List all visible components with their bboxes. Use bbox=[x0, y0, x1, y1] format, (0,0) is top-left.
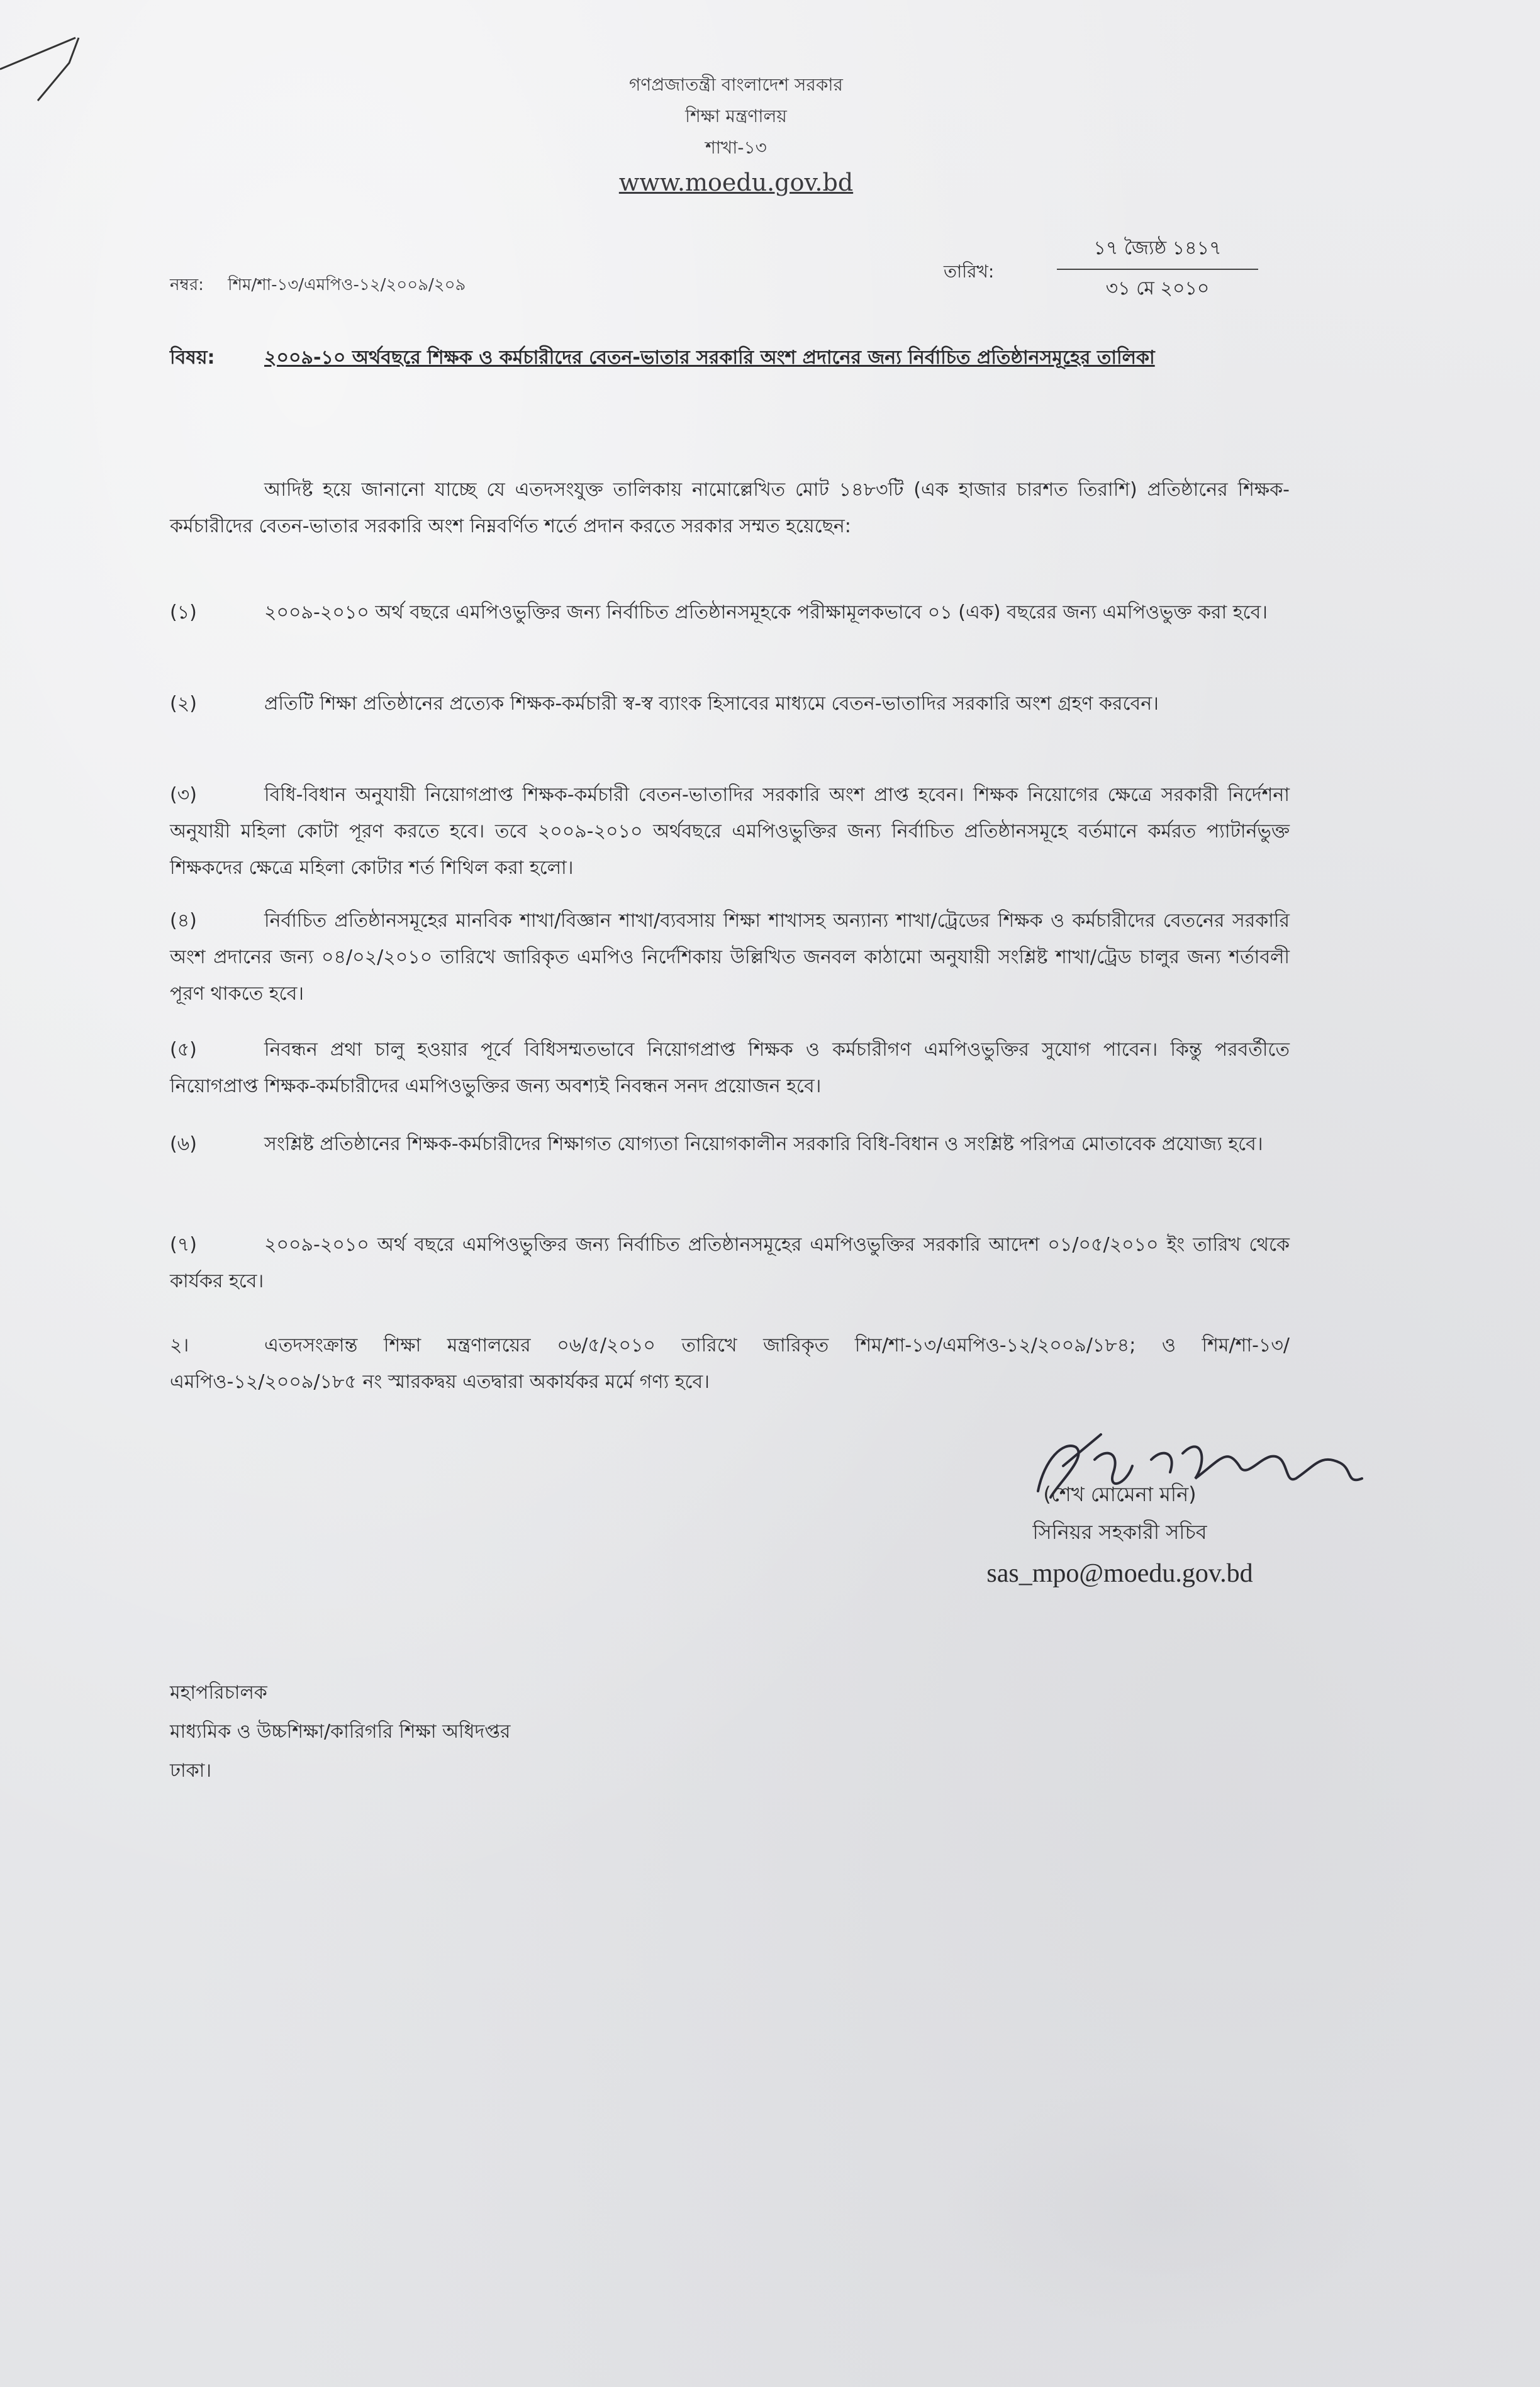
clause-text: এতদসংক্রান্ত শিক্ষা মন্ত্রণালয়ের ০৬/৫/২০১০ তারিখে জারিকৃত শিম/শা-১৩/এমপিও-১২/২০০৯/১৮৪; ও শিম/শা-১৩/এমপিও-১২/২০০৯/১৮৫ নং স্মারকদ্বয় এতদ্বারা অকার্যকর মর্মে গণ্য হবে। bbox=[170, 1334, 1290, 1393]
clause-number: (৬) bbox=[170, 1133, 197, 1155]
letterhead bbox=[541, 69, 931, 201]
clause-number: ২। bbox=[170, 1334, 189, 1356]
clause-number: (৩) bbox=[170, 784, 197, 806]
date-label: তারিখ: bbox=[944, 261, 995, 282]
date-block bbox=[944, 226, 1258, 302]
signatory-email[interactable]: sas_mpo@moedu.gov.bd bbox=[986, 1559, 1253, 1588]
paper-texture bbox=[944, 2076, 1384, 2340]
clause-text: নিবন্ধন প্রথা চালু হওয়ার পূর্বে বিধিসম্মতভাবে নিয়োগপ্রাপ্ত শিক্ষক ও কর্মচারীগণ এমপিওভুক্তির সুযোগ পাবেন। কিন্তু পরবর্তীতে নিয়োগপ্রাপ্ত শিক্ষক-কর্মচারীদের এমপিওভুক্তির জন্য অবশ্যই নিবন্ধন সনদ প্রয়োজন হবে। bbox=[170, 1039, 1290, 1097]
clause-text: ২০০৯-২০১০ অর্থ বছরে এমপিওভুক্তির জন্য নির্বাচিত প্রতিষ্ঠানসমূহকে পরীক্ষামূলকভাবে ০১ (এক) বছরের জন্য এমপিওভুক্ত করা হবে। bbox=[264, 601, 1268, 623]
date-bangla: ১৭ জ্যৈষ্ঠ ১৪১৭ bbox=[1057, 233, 1258, 270]
clause-text: ২০০৯-২০১০ অর্থ বছরে এমপিওভুক্তির জন্য নির্বাচিত প্রতিষ্ঠানসমূহের এমপিওভুক্তির সরকারি আদেশ ০১/০৫/২০১০ ইং তারিখ থেকে কার্যকর হবে। bbox=[170, 1234, 1290, 1292]
clause-6 bbox=[170, 1126, 1290, 1163]
government-name: গণপ্রজাতন্ত্রী বাংলাদেশ সরকার bbox=[629, 74, 843, 95]
website-link[interactable]: www.moedu.gov.bd bbox=[618, 169, 854, 196]
subject-text: ২০০৯-১০ অর্থবছরে শিক্ষক ও কর্মচারীদের বেতন-ভাতার সরকারি অংশ প্রদানের জন্য নির্বাচিত প্রতিষ্ঠানসমূহের তালিকা bbox=[264, 347, 1155, 369]
clause-5 bbox=[170, 1032, 1290, 1105]
subject-label: বিষয়: bbox=[170, 347, 215, 369]
clause-7 bbox=[170, 1227, 1290, 1300]
recipient-title: মহাপরিচালক bbox=[170, 1682, 267, 1704]
date-gregorian: ৩১ মে ২০১০ bbox=[1105, 277, 1210, 299]
clause-number: (৫) bbox=[170, 1039, 197, 1061]
clause-text: সংশ্লিষ্ট প্রতিষ্ঠানের শিক্ষক-কর্মচারীদের শিক্ষাগত যোগ্যতা নিয়োগকালীন সরকারি বিধি-বিধান ও সংশ্লিষ্ট পরিপত্র মোতাবেক প্রযোজ্য হবে। bbox=[264, 1133, 1263, 1155]
subject bbox=[170, 340, 1290, 376]
intro-paragraph: আদিষ্ট হয়ে জানানো যাচ্ছে যে এতদসংযুক্ত তালিকায় নামোল্লেখিত মোট ১৪৮৩টি (এক হাজার চারশত তিরাশি) প্রতিষ্ঠানের শিক্ষক-কর্মচারীদের বেতন-ভাতার সরকারি অংশ নিম্নবর্ণিত শর্তে প্রদান করতে সরকার সম্মত হয়েছেন: bbox=[170, 479, 1290, 537]
clause-3 bbox=[170, 777, 1290, 886]
clause-4 bbox=[170, 903, 1290, 1012]
signatory-name: (শেখ মোমেনা মনি) bbox=[1043, 1482, 1197, 1506]
clause-number: (৪) bbox=[170, 910, 197, 932]
clause-text: নির্বাচিত প্রতিষ্ঠানসমূহের মানবিক শাখা/বিজ্ঞান শাখা/ব্যবসায় শিক্ষা শাখাসহ অন্যান্য শাখা/ট্রেডের শিক্ষক ও কর্মচারীদের বেতনের সরকারি অংশ প্রদানের জন্য ০৪/০২/২০১০ তারিখে জারিকৃত এমপিও নির্দেশিকায় উল্লিখিত জনবল কাঠামো অনুযায়ী সংশ্লিষ্ট শাখা/ট্রেড চালুর জন্য শর্তাবলী পূরণ থাকতে হবে। bbox=[170, 910, 1290, 1005]
clause-number: (১) bbox=[170, 601, 197, 623]
clause-number: (২) bbox=[170, 693, 197, 715]
clause-2 bbox=[170, 686, 1290, 722]
recipient-city: ঢাকা। bbox=[170, 1760, 212, 1782]
clause-text: বিধি-বিধান অনুযায়ী নিয়োগপ্রাপ্ত শিক্ষক-কর্মচারী বেতন-ভাতাদির সরকারি অংশ প্রাপ্ত হবেন। শিক্ষক নিয়োগের ক্ষেত্রে সরকারী নির্দেশনা অনুযায়ী মহিলা কোটা পূরণ করতে হবে। তবে ২০০৯-২০১০ অর্থবছরে এমপিওভুক্তির জন্য নির্বাচিত প্রতিষ্ঠানসমূহে বর্তমানে কর্মরত প্যাটার্নভুক্ত শিক্ষকদের ক্ষেত্রে মহিলা কোটার শর্ত শিথিল করা হলো। bbox=[170, 784, 1290, 879]
section-name: শাখা-১৩ bbox=[705, 137, 767, 158]
recipient-office: মাধ্যমিক ও উচ্চশিক্ষা/কারিগরি শিক্ষা অধিদপ্তর bbox=[170, 1721, 511, 1743]
reference-label: নম্বর: bbox=[170, 276, 204, 294]
clause-text: প্রতিটি শিক্ষা প্রতিষ্ঠানের প্রত্যেক শিক্ষক-কর্মচারী স্ব-স্ব ব্যাংক হিসাবের মাধ্যমে বেতন-ভাতাদির সরকারি অংশ গ্রহণ করবেন। bbox=[264, 693, 1159, 715]
ministry-name: শিক্ষা মন্ত্রণালয় bbox=[685, 106, 787, 126]
recipient-block bbox=[170, 1674, 510, 1791]
signatory-block bbox=[918, 1475, 1321, 1596]
clause-1 bbox=[170, 595, 1290, 631]
reference-number bbox=[170, 272, 466, 299]
clause-number: (৭) bbox=[170, 1234, 197, 1256]
signatory-title: সিনিয়র সহকারী সচিব bbox=[1032, 1520, 1207, 1544]
reference-value: শিম/শা-১৩/এমপিও-১২/২০০৯/২০৯ bbox=[228, 276, 466, 294]
pen-mark-icon bbox=[0, 25, 107, 120]
clause-revocation bbox=[170, 1328, 1290, 1400]
